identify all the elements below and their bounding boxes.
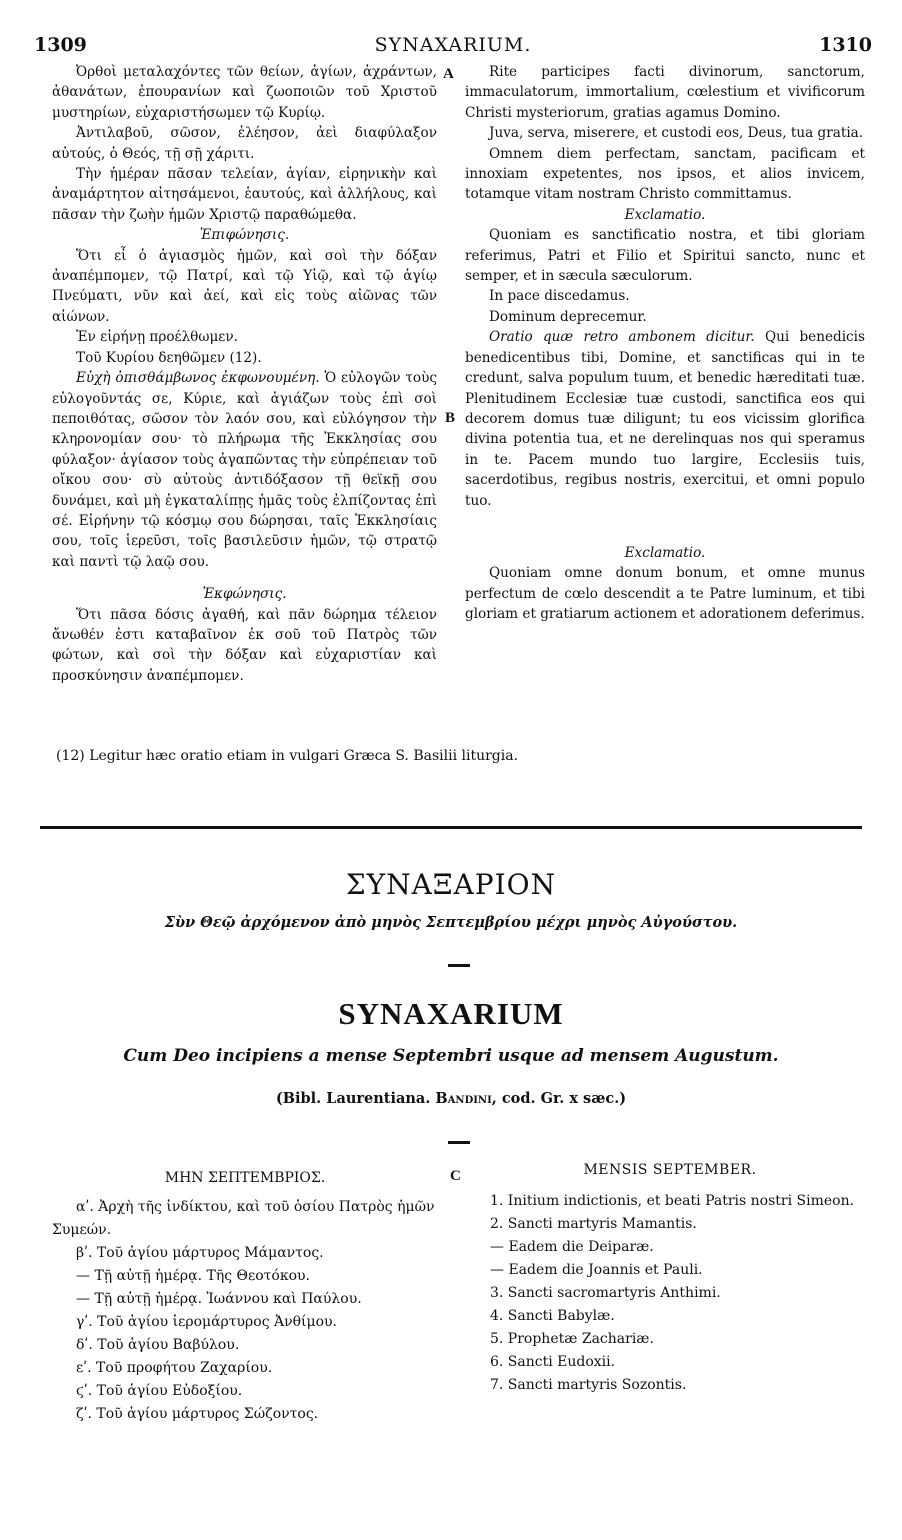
greek-prayer-paragraph xyxy=(52,368,437,572)
latin-paragraph: Omnem diem perfectam, sanctam, pacificam et innoxiam expetentes, nos ipsos, et alios invicem, totamque vitam nostram Christo committamus. xyxy=(465,145,865,203)
margin-letter-a: A xyxy=(443,66,454,82)
margin-letter-b: B xyxy=(445,410,456,426)
list-item: 3. Sancti sacromartyris Anthimi. xyxy=(490,1285,721,1301)
latin-paragraph: Juva, serva, miserere, et custodi eos, Deus, tua gratia. xyxy=(489,125,864,142)
source-note xyxy=(0,1090,902,1107)
source-open: (Bibl. Laurentiana. xyxy=(275,1090,436,1107)
list-item: — Τῇ αὐτῇ ἡμέρᾳ. Ἰωάννου καὶ Παύλου. xyxy=(76,1291,362,1307)
latin-paragraph: In pace discedamus. xyxy=(489,288,630,305)
list-item: 5. Prophetæ Zachariæ. xyxy=(490,1331,654,1347)
margin-letter-c: C xyxy=(450,1168,461,1184)
list-item: ϛʹ. Τοῦ ἁγίου Εὐδοξίου. xyxy=(76,1383,243,1399)
latin-prayer-title: Oratio quæ retro ambonem dicitur. xyxy=(489,329,755,346)
running-head xyxy=(34,34,872,60)
source-name: Bandini xyxy=(435,1090,492,1107)
greek-heading: Ἐπιφώνησις. xyxy=(199,227,290,244)
latin-title: SYNAXARIUM xyxy=(338,996,564,1031)
greek-paragraph: Ὅτι πᾶσα δόσις ἀγαθή, καὶ πᾶν δώρημα τέλειον ἄνωθέν ἐστι καταβαῖνον ἐκ σοῦ τοῦ Πατρὸς τῶν φώτων, καὶ σοὶ τὴν δόξαν καὶ εὐχαριστίαν καὶ προσκύνησιν ἀναπέμπομεν. xyxy=(52,606,437,684)
source-rest: , cod. Gr. x sæc.) xyxy=(491,1090,627,1107)
running-title: SYNAXARIUM. xyxy=(374,34,532,56)
greek-prayer-title: Εὐχὴ ὀπισθάμβωνος ἐκφωνουμένη. xyxy=(76,370,320,387)
list-item: 4. Sancti Babylæ. xyxy=(490,1308,615,1324)
latin-prayer-text: Qui benedicis benedicentibus tibi, Domine, et sanctificas qui in te credunt, salva populum tuum, et benedic hæreditati tuæ. Plenitudinem Ecclesiæ tuæ custodi, sanctifica eos qui decorem domus tuæ diligunt; tu eos vicissim glorifica divina potentia tua, et ne derelinquas nos qui speramus in te. Pacem mundo tuo largire, Ecclesiis tuis, sacerdotibus, regibus nostris, exercitui, et omni populo tuo. xyxy=(465,329,865,509)
footnote: (12) Legitur hæc oratio etiam in vulgari Græca S. Basilii liturgia. xyxy=(56,748,519,764)
greek-feast-list xyxy=(52,1196,447,1426)
list-item: εʹ. Τοῦ προφήτου Ζαχαρίου. xyxy=(76,1360,273,1376)
greek-prayer-text: Ὁ εὐλογῶν τοὺς εὐλογοῦντάς σε, Κύριε, καὶ ἁγιάζων τοὺς ἐπὶ σοὶ πεποιθότας, σῶσον τὸν λαόν σου, καὶ εὐλόγησον τὴν κληρονομίαν σου· τὸ πλήρωμα τῆς Ἐκκλησίας σου φύλαξον· ἁγίασον τοὺς ἀγαπῶντας τὴν εὐπρέπειαν τοῦ οἴκου σου· σὺ αὐτοὺς ἀντιδόξασον τῇ θεϊκῇ σου δυνάμει, καὶ μὴ ἐγκαταλίπῃς ἡμᾶς τοὺς ἐλπίζοντας ἐπὶ σέ. Εἰρήνην τῷ κόσμῳ σου δώρησαι, ταῖς Ἐκκλησίαις σου, τοῖς ἱερεῦσι, τοῖς βασιλεῦσιν ἡμῶν, τῷ στρατῷ καὶ παντὶ τῷ λαῷ σου. xyxy=(52,370,437,570)
latin-subtitle: Cum Deo incipiens a mense Septembri usque ad mensem Augustum. xyxy=(123,1046,779,1066)
latin-feast-list xyxy=(466,1190,876,1397)
latin-heading: Exclamatio. xyxy=(624,544,706,561)
list-item: 2. Sancti martyris Mamantis. xyxy=(490,1216,697,1232)
latin-paragraph: Quoniam omne donum bonum, et omne munus perfectum de cœlo descendit a te Patre luminum, et tibi gloriam et gratiarum actionem et adorationem deferimus. xyxy=(465,565,865,623)
greek-paragraph: Ἀντιλαβοῦ, σῶσον, ἐλέησον, ἀεὶ διαφύλαξον αὐτούς, ὁ Θεός, τῇ σῇ χάριτι. xyxy=(52,125,437,162)
page-number-right: 1310 xyxy=(819,34,872,56)
greek-column-top xyxy=(52,62,437,686)
list-item: 7. Sancti martyris Sozontis. xyxy=(490,1377,687,1393)
greek-paragraph: Τὴν ἡμέραν πᾶσαν τελείαν, ἁγίαν, εἰρηνικὴν καὶ ἀναμάρτητον αἰτησάμενοι, ἑαυτούς, καὶ ἀλλήλους, καὶ πᾶσαν τὴν ζωὴν ἡμῶν Χριστῷ παραθώμεθα. xyxy=(52,166,437,223)
latin-column-top xyxy=(465,62,865,625)
greek-paragraph: Ὀρθοὶ μεταλαχόντες τῶν θείων, ἁγίων, ἀχράντων, ἀθανάτων, ἐπουρανίων καὶ ζωοποιῶν τοῦ Χριστοῦ μυστηρίων, εὐχαριστήσωμεν τῷ Κυρίῳ. xyxy=(52,64,437,121)
list-item: γʹ. Τοῦ ἁγίου ἱερομάρτυρος Ἀνθίμου. xyxy=(76,1314,338,1330)
greek-title: ΣΥΝΑΞΑΡΙΟΝ xyxy=(345,868,557,901)
month-heading-greek: ΜΗΝ ΣΕΠΤΕΜΒΡΙΟΣ. xyxy=(164,1170,326,1186)
short-dash xyxy=(448,1141,470,1144)
greek-paragraph: Τοῦ Κυρίου δεηθῶμεν (12). xyxy=(76,349,262,366)
latin-paragraph: Quoniam es sanctificatio nostra, et tibi gloriam referimus, Patri et Filio et Spiritui sancto, nunc et semper, et in sæcula sæculorum. xyxy=(465,227,865,285)
list-item: 6. Sancti Eudoxii. xyxy=(490,1354,616,1370)
latin-prayer-paragraph xyxy=(465,327,865,511)
list-item: 1. Initium indictionis, et beati Patris nostri Simeon. xyxy=(490,1193,855,1209)
greek-subtitle: Σὺν Θεῷ ἀρχόμενον ἀπὸ μηνὸς Σεπτεμβρίου μέχρι μηνὸς Αὐγούστου. xyxy=(164,914,738,931)
latin-heading: Exclamatio. xyxy=(624,206,706,223)
page-number-left: 1309 xyxy=(34,34,87,56)
month-heading-latin: MENSIS SEPTEMBER. xyxy=(583,1162,757,1178)
greek-heading: Ἐκφώνησις. xyxy=(202,586,287,603)
list-item: δʹ. Τοῦ ἁγίου Βαβύλου. xyxy=(76,1337,240,1353)
list-item: αʹ. Ἀρχὴ τῆς ἰνδίκτου, καὶ τοῦ ὁσίου Πατρὸς ἡμῶν Συμεών. xyxy=(52,1199,435,1238)
list-item: — Eadem die Deiparæ. xyxy=(490,1239,654,1255)
latin-paragraph: Rite participes facti divinorum, sanctorum, immaculatorum, immortalium, cœlestium et vivificorum Christi mysteriorum, gratias agamus Domino. xyxy=(465,64,865,121)
section-rule xyxy=(40,826,862,829)
list-item: — Τῇ αὐτῇ ἡμέρᾳ. Τῆς Θεοτόκου. xyxy=(76,1268,310,1284)
list-item: — Eadem die Joannis et Pauli. xyxy=(490,1262,703,1278)
short-dash xyxy=(448,964,470,967)
list-item: βʹ. Τοῦ ἁγίου μάρτυρος Μάμαντος. xyxy=(76,1245,324,1261)
greek-paragraph: Ὅτι εἶ ὁ ἁγιασμὸς ἡμῶν, καὶ σοὶ τὴν δόξαν ἀναπέμπομεν, τῷ Πατρί, καὶ τῷ Υἱῷ, καὶ τῷ ἁγίῳ Πνεύματι, νῦν καὶ ἀεί, καὶ εἰς τοὺς αἰῶνας τῶν αἰώνων. xyxy=(52,247,437,325)
greek-paragraph: Ἐν εἰρήνῃ προέλθωμεν. xyxy=(76,329,238,346)
list-item: ζʹ. Τοῦ ἁγίου μάρτυρος Σώζοντος. xyxy=(76,1406,319,1422)
latin-paragraph: Dominum deprecemur. xyxy=(489,308,647,325)
